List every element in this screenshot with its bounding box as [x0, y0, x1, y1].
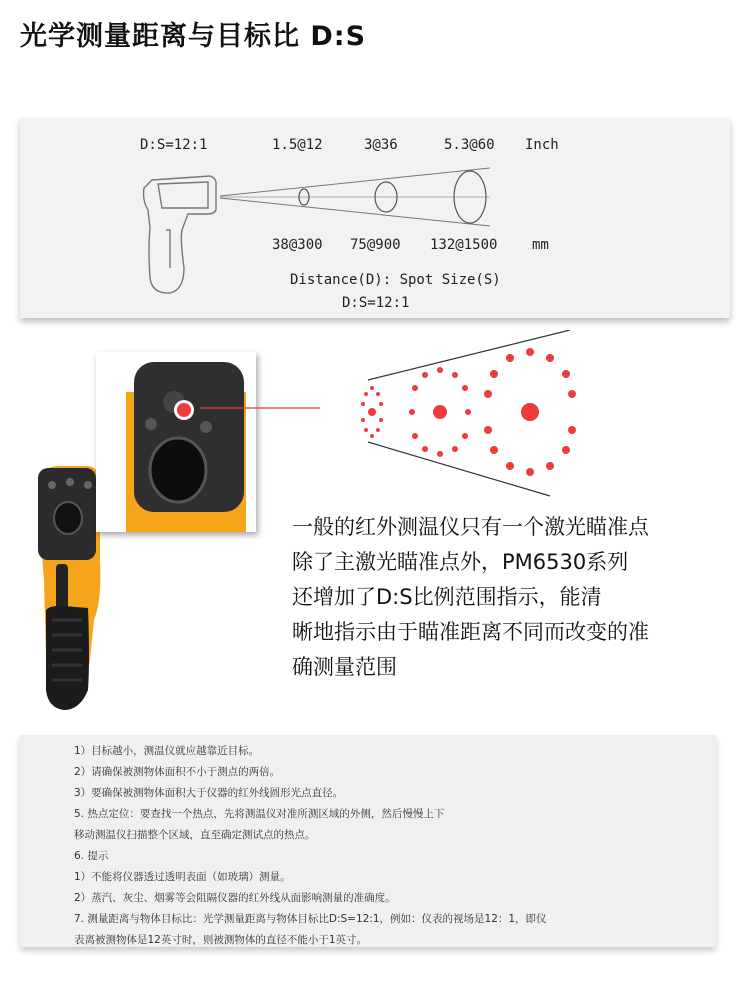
caption-line1: Distance(D): Spot Size(S) [290, 272, 501, 288]
product-section [0, 330, 750, 710]
thermometer-outline-icon [144, 176, 217, 293]
note-line: 2）蒸汽、灰尘、烟雾等会阻隔仪器的红外线从面影响测量的准确度。 [74, 892, 396, 904]
ds-diagram [20, 118, 730, 318]
page-title: 光学测量距离与目标比 D:S [20, 21, 367, 52]
note-line: 3）要确保被测物体面积大于仪器的红外线圆形光点直径。 [74, 787, 344, 799]
ds-diagram-panel [20, 118, 730, 318]
note-line: 2）请确保被测物体面积不小于测点的两倍。 [74, 766, 281, 778]
feature-description [292, 510, 722, 685]
mm-value-3: 132@1500 [430, 237, 498, 253]
ratio-label: D:S=12:1 [140, 137, 208, 153]
mm-value-1: 38@300 [272, 237, 323, 253]
inch-value-2: 3@36 [364, 137, 398, 153]
inch-value-3: 5.3@60 [444, 137, 495, 153]
note-line: 6. 提示 [74, 850, 109, 862]
note-line: 1）目标越小，测温仪就应越靠近目标。 [74, 745, 260, 757]
inch-unit: Inch [525, 137, 559, 153]
caption-line2: D:S=12:1 [342, 295, 410, 311]
inch-value-1: 1.5@12 [272, 137, 323, 153]
mm-value-2: 75@900 [350, 237, 401, 253]
description-line: 还增加了D:S比例范围指示，能清 [292, 585, 602, 609]
note-line: 移动测温仪扫描整个区域，直至确定测试点的热点。 [74, 829, 316, 841]
note-line: 5. 热点定位：要查找一个热点，先将测温仪对准所测区域的外侧，然后慢慢上下 [74, 808, 445, 820]
note-line: 7. 测量距离与物体目标比：光学测量距离与物体目标比D:S=12:1，例如：仪表的视场是12：1，即仪 [74, 913, 547, 925]
note-line: 1）不能将仪器透过透明表面（如玻璃）测量。 [74, 871, 291, 883]
note-line: 表离被测物体是12英寸时，则被测物体的直径不能小于1英寸。 [74, 934, 368, 946]
laser-pattern-diagram [200, 330, 620, 510]
description-line: 确测量范围 [292, 655, 397, 679]
description-line: 除了主激光瞄准点外，PM6530系列 [292, 550, 629, 574]
description-line: 晰地指示由于瞄准距离不同而改变的准 [292, 620, 649, 644]
mm-unit: mm [532, 237, 549, 253]
notes-panel [20, 735, 716, 947]
description-line: 一般的红外测温仪只有一个激光瞄准点 [292, 515, 649, 539]
